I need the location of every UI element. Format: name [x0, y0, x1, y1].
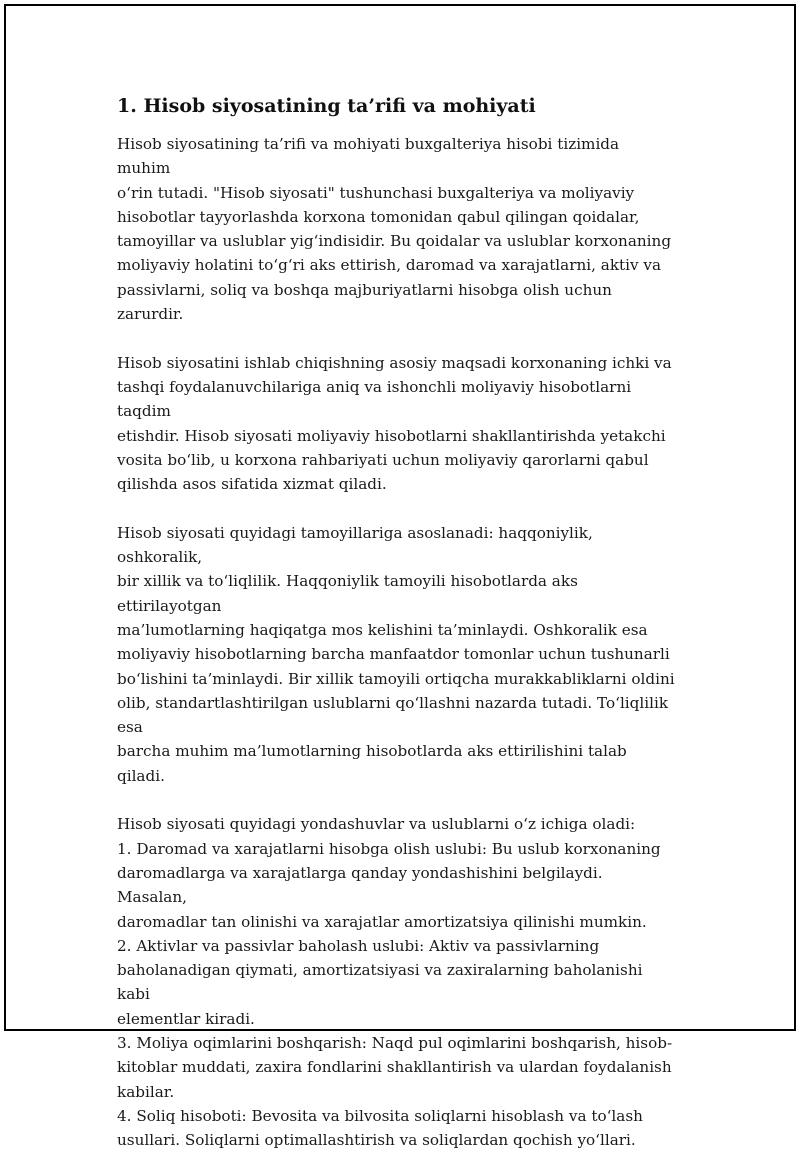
section-heading: 1. Hisob siyosatining ta’rifi va mohiyati [117, 95, 536, 117]
document-body [117, 93, 677, 1152]
paragraph-definition: Hisob siyosatining ta’rifi va mohiyati buxgalteriya hisobi tizimida muhim o‘rin tutadi. "Hisob siyosati" tushunchasi buxgalteriya va moliyaviy hisobotlar tayyorlashda korxona tomonidan qabul qilingan qoidalar, tamoyillar va uslublar yig‘indisidir. Bu qoidalar va uslublar korxonaning moliyaviy holatini to‘g‘ri aks ettirish, daromad va xarajatlarni, aktiv va passivlarni, soliq va boshqa majburiyatlarni hisobga olish uchun zarurdir. [117, 135, 672, 324]
list-item: 1. Daromad va xarajatlarni hisobga olish uslubi: Bu uslub korxonaning daromadlarga va xarajatlarga qanday yondashishini belgilaydi. Masalan, daromadlar tan olinishi va xarajatlar amortizatsiya qilinishi mumkin. [117, 839, 661, 931]
list-item: 2. Aktivlar va passivlar baholash uslubi: Aktiv va passivlarning baholanadigan qiymati, amortizatsiyasi va zaxiralarning baholanishi kabi elementlar kiradi. [117, 936, 643, 1028]
paragraph-principles: Hisob siyosati quyidagi tamoyillariga asoslanadi: haqqoniylik, oshkoralik, bir xillik va to‘liqlilik. Haqqoniylik tamoyili hisobotlarda aks ettirilayotgan ma’lumotlarning haqiqatga mos kelishini ta’minlaydi. Oshkoralik esa moliyaviy hisobotlarning barcha manfaatdor tomonlar uchun tushunarli bo‘lishini ta’minlaydi. Bir xillik tamoyili ortiqcha murakkabliklarni oldini olib, standartlashtirilgan uslublarni qo‘llashni nazarda tutadi. To‘liqlilik esa barcha muhim ma’lumotlarning hisobotlarda aks ettirilishini talab qiladi. [117, 523, 675, 785]
approaches-list [117, 812, 677, 1152]
list-intro: Hisob siyosati quyidagi yondashuvlar va uslublarni o‘z ichiga oladi: [117, 815, 636, 834]
paragraph-purpose: Hisob siyosatini ishlab chiqishning asosiy maqsadi korxonaning ichki va tashqi foydalanuvchilariga aniq va ishonchli moliyaviy hisobotlarni taqdim etishdir. Hisob siyosati moliyaviy hisobotlarni shakllantirishda yetakchi vosita bo‘lib, u korxona rahbariyati uchun moliyaviy qarorlarni qabul qilishda asos sifatida xizmat qiladi. [117, 353, 672, 494]
list-item: 4. Soliq hisoboti: Bevosita va bilvosita soliqlarni hisoblash va to‘lash usullari. Soliqlarni optimallashtirish va soliqlardan qochish yo‘llari. [117, 1106, 643, 1150]
list-item: 3. Moliya oqimlarini boshqarish: Naqd pul oqimlarini boshqarish, hisob- kitoblar muddati, zaxira fondlarini shakllantirish va ulardan foydalanish kabilar. [117, 1033, 673, 1101]
